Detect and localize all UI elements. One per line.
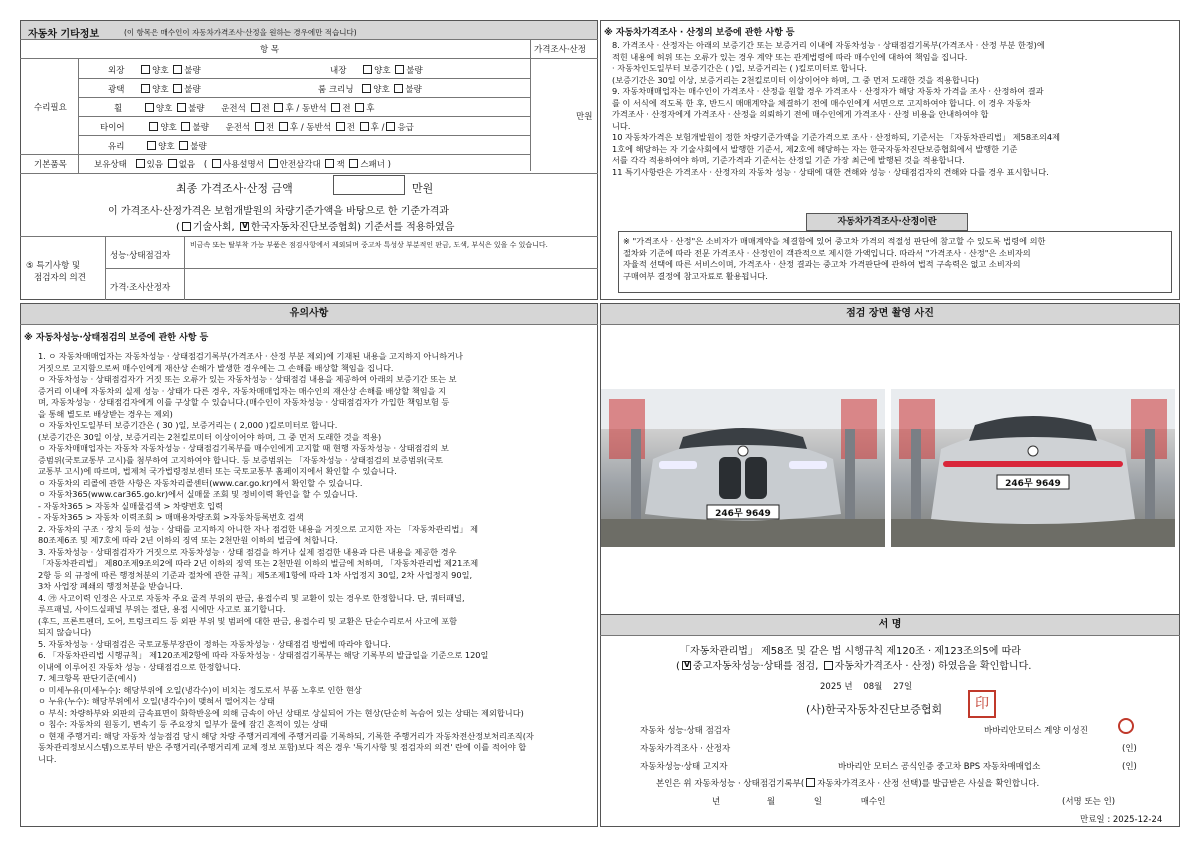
wheel-row: 휠 양호 불량 운전석 전 후 / 동반석 전 후: [114, 104, 375, 114]
price-warranty-title: ※ 자동차가격조사 · 산정의 보증에 관한 사항 등: [604, 28, 795, 38]
price-inspector-label: 가격·조사산정자: [110, 283, 171, 293]
text-line: 11 특기사항란은 가격조사 · 산정자의 자동차 성능 · 상태에 대한 견해와 성능 · 상태점검자의 견해와 다를 경우 표시합니다.: [612, 166, 1049, 177]
date-day: 27일: [893, 682, 913, 692]
text-line: (후드, 프론트펜더, 도어, 트렁크리드 등 외판 부위 및 범퍼에 대한 판금, 용접수리 및 교환은 단순수리로서 사고에 포함: [38, 615, 458, 626]
text-line: 1호에 해당하는 자 기술사회에서 발행한 기준서, 제2호에 해당하는 자는 한국자동차진단보증협회에서 발행한 기준: [612, 143, 1018, 154]
triangle-checkbox[interactable]: [269, 159, 278, 168]
kadwa-label: 한국자동차진단보증협회) 기준서를 적용하였음: [250, 222, 455, 233]
rear-car-illustration: [891, 389, 1175, 547]
perf-inspector-label: 성능·상태점검자: [110, 251, 171, 261]
price-unit-label: 만원: [576, 112, 593, 122]
price-definition-title: 자동차가격조사·산정이란: [806, 213, 968, 231]
tire-passenger-front-checkbox[interactable]: [336, 122, 345, 131]
text-line: 2. 자동차의 구조 · 장치 등의 성능 · 상태를 고지하지 아니한 자나 점검한 내용을 거짓으로 고지한 자는 「자동차관리법」 제: [38, 523, 479, 534]
text-line: ㅇ 자동차성능 · 상태점검자가 거짓 또는 오류가 있는 자동차성능 · 상태점검 내용을 제공하여 아래의 보증기간 또는 보: [38, 374, 457, 384]
perf-inspector-opinion: 비금속 또는 탈부착 가능 부품은 점검사항에서 제외되며 중고차 특성상 부분적인 판금, 도색, 부식은 있을 수 있습니다.: [190, 241, 548, 249]
rear-label: 후: [366, 104, 375, 114]
opt-label: 양호: [160, 123, 177, 133]
front-label: 전: [342, 104, 351, 114]
text-line: 80조제6조 및 제7호에 따라 2년 이하의 징역 또는 2천만원 이하의 벌금에 처합니다.: [38, 535, 338, 545]
jack-label: 잭: [336, 160, 345, 170]
driver-label: 운전석: [225, 123, 251, 133]
opt-label: 불량: [184, 66, 201, 76]
sign-month: 월: [766, 797, 776, 807]
inspector-label: 자동차 성능·상태 점검자: [640, 726, 731, 736]
other-info-title: 자동차 기타정보: [28, 29, 100, 40]
basic-items-label: 기본품목: [34, 160, 67, 170]
association-name: (사)한국자동차진단보증협회: [806, 703, 943, 716]
text-line: ㅇ 미세누유(미세누수): 해당부위에 오일(냉각수)이 비치는 정도로서 부품 노후로 인한 현상: [38, 684, 362, 695]
caution-title: ※ 자동차성능·상태점검의 보증에 관한 사항 등: [24, 333, 209, 343]
wheel-good-checkbox[interactable]: [145, 103, 154, 112]
driver-label: 운전석: [221, 104, 246, 114]
opt-label: 양호: [374, 66, 391, 76]
front-license-plate: 246무 9649: [715, 509, 771, 519]
text-line: 2항 등 의 규정에 따른 행정처분의 기준과 절차에 관한 규칙」제5조제1항에 따라 1차 사업정지 30일, 2차 사업정지 90일,: [38, 569, 473, 580]
tire-driver-rear-checkbox[interactable]: [279, 122, 288, 131]
text-line: (보증기간은 30일 이상, 보증거리는 2천킬로미터 이상이어야 하며, 그 중 먼저 도래한 것을 적용합니다): [612, 74, 979, 85]
price-check-checkbox[interactable]: [824, 661, 833, 670]
passenger-label: 동반석: [301, 104, 327, 114]
opt-label: 불량: [405, 85, 422, 95]
text-line: ㅇ 자동차매매업자는 자동차 자동차성능 · 상태점검기록부를 매수인에게 고지할 때 현행 자동차성능 · 상태점검의 보: [38, 443, 449, 453]
interior-good-checkbox[interactable]: [363, 65, 372, 74]
interior-bad-checkbox[interactable]: [395, 65, 404, 74]
wheel-passenger-rear-checkbox[interactable]: [355, 103, 364, 112]
notifier-label: 자동차성능·상태 고지자: [640, 762, 728, 772]
text-line: · 자동차인도일부터 보증기간은 ( )일, 보증거리는 ( )킬로미터로 합니다.: [612, 63, 867, 73]
emergency-label: 응급: [397, 123, 414, 133]
performance-check-checkbox[interactable]: [682, 661, 691, 670]
basis-line-2: ( 기술사회, V 한국자동차진단보증협회) 기준서를 적용하였음: [176, 218, 454, 233]
spanner-label: 스패너: [360, 160, 385, 170]
expiry-date: 만료일 : 2025-12-24: [1080, 815, 1163, 825]
room-clean-label: 룸 크리닝: [318, 85, 354, 95]
price-warranty-text: [612, 40, 1176, 178]
buyer-sign-field[interactable]: (서명 또는 인): [1062, 797, 1116, 807]
text-line: ㅇ 자동차의 리콜에 관한 사항은 자동차리콜센터(www.car.go.kr)에서 확인할 수 있습니다.: [38, 477, 363, 488]
text-line: 교통부 고시)에 따르며, 법제처 국가법령정보센터 또는 국토교통부 홈페이지에서 확인할 수 있습니다.: [38, 466, 397, 476]
tire-bad-checkbox[interactable]: [181, 122, 190, 131]
receipt-text-a: 본인은 위 자동차성능 · 상태점검기록부(: [656, 779, 805, 789]
text-line: 9. 자동차매매업자는 매수인이 가격조사 · 산정을 원할 경우 가격조사 · 산정자가 해당 자동차 가격을 조사 · 산정하여 결과: [612, 86, 1044, 96]
photo-header: 점검 장면 촬영 사진: [601, 304, 1179, 324]
kadwa-checkbox[interactable]: [240, 222, 249, 231]
text-line: 5. 자동차성능 · 상태점검은 국토교통부장관이 정하는 자동차성능 · 상태점검 방법에 따라야 합니다.: [38, 638, 391, 649]
possession-row: 보유상태 있음 없음 ( 사용설명서 안전삼각대 잭 스패너 ): [94, 160, 391, 170]
opt-label: 양호: [155, 104, 173, 114]
opt-label: 불량: [190, 142, 207, 152]
gloss-bad-checkbox[interactable]: [173, 84, 182, 93]
price-assessor-in: (인): [1122, 744, 1137, 754]
opt-label: 양호: [158, 142, 175, 152]
exterior-good-checkbox[interactable]: [141, 65, 150, 74]
text-line: 적힌 내용에 허위 또는 오류가 있는 경우 계약 또는 관계법령에 따라 매수인에 대하여 책임을 집니다.: [612, 51, 968, 62]
repair-needed-label: 수리필요: [34, 103, 67, 113]
front-car-illustration: [601, 389, 885, 547]
caution-header: 유의사항: [21, 304, 597, 324]
interior-label: 내장: [330, 66, 347, 76]
rear-label: 후: [285, 104, 294, 114]
receipt-price-checkbox[interactable]: [806, 778, 815, 787]
text-line: ㅇ 누유(누수): 해당부위에서 오일(냉각수)이 맺혀서 떨어지는 상태: [38, 696, 275, 706]
col-price-header: 가격조사·산정: [534, 45, 586, 55]
triangle-label: 안전삼각대: [279, 160, 321, 170]
text-line: 1. ㅇ 자동차매매업자는 자동차성능 · 상태점검기록부(가격조사 · 산정 부분 제외)에 기재된 내용을 고지하지 아니하거나: [38, 351, 463, 361]
final-amount-label: 최종 가격조사·산정 금액: [176, 182, 293, 195]
front-label: 전: [265, 123, 275, 133]
final-amount-unit: 만원: [412, 182, 434, 195]
tire-passenger-rear-checkbox[interactable]: [360, 122, 369, 131]
room-clean-row: [318, 83, 422, 95]
text-line: 7. 체크항목 판단기준(예시): [38, 673, 137, 683]
issue-date: [820, 680, 912, 692]
tire-emergency-checkbox[interactable]: [386, 122, 395, 131]
manual-checkbox[interactable]: [212, 159, 221, 168]
text-line: 을 통해 별도로 배상받는 경우는 제외): [38, 408, 173, 419]
text-line: 10 자동차가격은 보험개발원이 정한 차량기준가액을 기준가격으로 조사 · 산정하되, 기준서는 「자동차관리법」 제58조의4제: [612, 132, 1060, 142]
glass-row: [108, 140, 207, 152]
have-label: 있음: [146, 160, 163, 170]
opt-label: 불량: [406, 66, 423, 76]
text-line: ㅇ 부식: 차량하부와 외판의 금속표면이 화학반응에 의해 금속이 아닌 상태로 상실되어 가는 현상(단순히 녹슴어 있는 상태는 제외합니다): [38, 707, 524, 718]
rear-label: 후: [370, 123, 379, 133]
text-line: 를 이 서식에 적도록 한 후, 반드시 매매계약을 체결하기 전에 매수인에게 서면으로 고지하여야 합니다. 이 경우 자동차: [612, 97, 1031, 108]
text-line: 니다.: [612, 120, 631, 131]
sign-year: 년: [712, 797, 721, 807]
performance-check-label: 중고자동차성능·상태를 점검,: [692, 661, 819, 672]
rear-car-photo: [891, 389, 1175, 547]
room-clean-bad-checkbox[interactable]: [394, 84, 403, 93]
interior-row: [330, 64, 423, 76]
opt-label: 양호: [152, 85, 169, 95]
possession-none-checkbox[interactable]: [168, 159, 177, 168]
price-definition-box: [618, 231, 1172, 293]
front-label: 전: [261, 104, 270, 114]
col-item-header: 항 목: [260, 45, 280, 55]
text-line: 「자동차관리법」 제80조제9조의2에 따라 2년 이하의 징역 또는 2천만원 이하의 벌금에 처하며, 「자동차관리법 제21조제: [38, 558, 479, 568]
text-line: 구매여부 결정에 참고자료로 활용됩니다.: [623, 270, 768, 281]
inspector-seal: [1118, 718, 1134, 734]
receipt-line: [656, 777, 1039, 789]
gloss-row: [108, 83, 201, 95]
text-line: 되지 않습니다): [38, 627, 92, 637]
final-amount-input[interactable]: [333, 175, 405, 195]
opt-label: 양호: [373, 85, 390, 95]
receipt-text-b: 자동차가격조사 · 산정 선택)를 발급받은 사실을 확인합니다.: [817, 779, 1040, 789]
buyer-label: 매수인: [860, 797, 886, 807]
wheel-bad-checkbox[interactable]: [177, 103, 186, 112]
text-line: 가격조사 · 산정자에게 가격조사 · 산정을 의뢰하기 전에 매수인에게 가격조사 · 산정 비용을 안내하여야 합: [612, 109, 989, 119]
text-line: 동차관리정보시스템)으로부터 받은 주행거리(주행거리계 교체 정보 포함)보다 적은 경우 '특기사항 및 점검자의 의견' 란에 이를 적어야 합: [38, 742, 527, 752]
caution-text: [38, 351, 594, 765]
opt-label: 불량: [184, 85, 201, 95]
exterior-bad-checkbox[interactable]: [173, 65, 182, 74]
special-label-1: ⑤ 특기사항 및: [26, 261, 81, 271]
possession-have-checkbox[interactable]: [136, 159, 145, 168]
other-info-note: (이 항목은 매수인이 자동차가격조사·산정을 원하는 경우에만 적습니다): [124, 28, 357, 37]
glass-bad-checkbox[interactable]: [179, 141, 188, 150]
sign-day: 일: [813, 797, 823, 807]
text-line: 3차 사업장 폐쇄의 행정처분을 받습니다.: [38, 581, 183, 591]
date-month: 08월: [863, 682, 883, 692]
jack-checkbox[interactable]: [325, 159, 334, 168]
text-line: 증거리 이내에 자동차의 실제 성능 · 상태가 다른 경우, 자동차매매업자는 매수인의 재산상 손해를 배상할 책임을 지: [38, 385, 447, 396]
passenger-label: 동반석: [306, 123, 332, 133]
tire-driver-front-checkbox[interactable]: [255, 122, 264, 131]
price-check-label: 자동차가격조사 · 산정) 하였음을 확인합니다.: [834, 661, 1032, 672]
seal-text: 印: [975, 696, 989, 712]
rear-license-plate: 246무 9649: [1005, 479, 1061, 489]
date-year: 2025 년: [820, 682, 853, 692]
manual-label: 사용설명서: [222, 160, 264, 170]
text-line: - 자동차365 > 자동차 실매물검색 > 차량번호 입력: [38, 500, 223, 511]
text-line: 3. 자동차성능 · 상태점검자가 거짓으로 자동차성능 · 상태 점검을 하거나 실제 점검한 내용과 다른 내용을 제공한 경우: [38, 546, 457, 557]
law-line: 「자동차관리법」 제58조 및 같은 법 시행규칙 제120조 · 제123조의5에 따라: [680, 646, 1021, 657]
glass-label: 유리: [108, 142, 125, 152]
glass-good-checkbox[interactable]: [147, 141, 156, 150]
text-line: ㅇ 자동차인도일부터 보증기간은 ( 30 )일, 보증거리는 ( 2,000 )킬로미터로 합니다.: [38, 420, 338, 430]
wheel-driver-rear-checkbox[interactable]: [274, 103, 283, 112]
notifier-name: 바바리안 모터스 공식인증 중고차 BPS 자동차매매업소: [838, 762, 1041, 772]
tire-label: 타이어: [100, 123, 125, 133]
room-clean-good-checkbox[interactable]: [362, 84, 371, 93]
wheel-label: 휠: [114, 104, 123, 114]
text-line: 루프패널, 사이드실패널 부위는 절단, 용접 시에만 사고로 표기합니다.: [38, 604, 286, 614]
text-line: 절차와 기준에 따라 전문 가격조사 · 산정인이 객관적으로 제시한 가액입니다. 따라서 "가격조사 · 산정"은 소비자의: [623, 247, 1031, 258]
wheel-passenger-front-checkbox[interactable]: [331, 103, 340, 112]
buyer-sign-line: [712, 795, 885, 807]
text-line: 4. ㉮ 사고이력 인정은 사고로 자동차 주요 골격 부위의 판금, 용접수리 및 교환이 있는 경우로 한정합니다. 단, 쿼터패널,: [38, 592, 465, 603]
opt-label: 불량: [188, 104, 205, 114]
gloss-good-checkbox[interactable]: [141, 84, 150, 93]
special-label-2: 점검자의 의견: [34, 273, 86, 283]
text-line: - 자동차365 > 자동차 이력조회 > 매매용차량조회 >자동차등록번호 검색: [38, 512, 304, 522]
notifier-in: (인): [1122, 762, 1137, 772]
text-line: 서를 각각 적용하여야 하며, 기준가격과 기준서는 산정일 기준 가장 최근에 발행된 것을 적용합니다.: [612, 155, 965, 165]
none-label: 없음: [178, 160, 196, 170]
rear-label: 후: [289, 123, 299, 133]
confirm-line: (V 중고자동차성능·상태를 점검, 자동차가격조사 · 산정) 하였음을 확인합니다.: [676, 657, 1031, 672]
exterior-row: [108, 64, 201, 76]
text-line: 자율적 선택에 따른 서비스이며, 가격조사 · 산정 결과는 중고차 가격판단에 관하여 법적 구속력은 없고 소비자의: [623, 259, 1021, 269]
text-line: ※ "가격조사 · 산정"은 소비자가 매매계약을 체결함에 있어 중고차 가격의 적절성 판단에 참고할 수 있도록 법령에 의한: [623, 236, 1046, 246]
engineer-society-label: 기술사회,: [192, 222, 235, 233]
text-line: 며, 자동차성능 · 상태점검자에게 이를 구상할 수 있습니다.(매수인이 자동차성능 · 상태점검자가 가입한 책임보험 등: [38, 397, 450, 407]
spanner-checkbox[interactable]: [349, 159, 358, 168]
opt-label: 양호: [152, 66, 169, 76]
engineer-society-checkbox[interactable]: [182, 222, 191, 231]
possession-label: 보유상태: [94, 160, 127, 170]
signature-header: 서 명: [601, 615, 1179, 635]
text-line: ㅇ 침수: 자동차의 원동기, 변속기 등 주요장치 일부가 물에 잠긴 흔적이 있는 상태: [38, 719, 328, 729]
front-label: 전: [346, 123, 355, 133]
wheel-driver-front-checkbox[interactable]: [251, 103, 260, 112]
price-assessor-label: 자동차가격조사 · 산정자: [640, 744, 731, 754]
text-line: 6. 「자동차관리법 시행규칙」 제120조제2항에 따라 자동차성능 · 상태점검기록부는 해당 기록부의 발급일을 기준으로 120일: [38, 650, 489, 660]
text-line: (보증기간은 30일 이상, 보증거리는 2천킬로미터 이상이어야 하며, 그 중 먼저 도래한 것을 적용): [38, 431, 382, 442]
text-line: 증범위(국토교통부 고시)를 첨부하여 고지하여야 합니다. 등 보증범위는 「자동차성능 · 상태점검의 보증범위(국토: [38, 454, 443, 465]
basis-line-1: 이 가격조사·산정가격은 보험개발원의 차량기준가액을 바탕으로 한 기준가격과: [108, 206, 450, 217]
gloss-label: 광택: [108, 85, 125, 95]
tire-good-checkbox[interactable]: [149, 122, 158, 131]
opt-label: 불량: [192, 123, 209, 133]
exterior-label: 외장: [108, 66, 125, 76]
association-seal: [968, 690, 996, 718]
tire-row: 타이어 양호 불량 운전석 전 후 / 동반석 전 후 / 응급: [100, 123, 414, 133]
text-line: ㅇ 자동차365(www.car365.go.kr)에서 실매물 조회 및 정비이력 확인을 할 수 있습니다.: [38, 489, 358, 499]
text-line: 이내에 이루어진 자동차 성능 · 상태점검으로 한정합니다.: [38, 661, 241, 672]
text-line: 8. 가격조사 · 산정자는 아래의 보증기간 또는 보증거리 이내에 자동차성능 · 상태점검기록부(가격조사 · 산정 부분 한정)에: [612, 40, 1045, 50]
text-line: ㅇ 현재 주행거리: 해당 자동차 성능점검 당시 해당 차량 주행거리계에 주행거리를 기록하되, 기록한 주행거리가 자동차전산정보처리조직(자: [38, 730, 534, 741]
front-car-photo: [601, 389, 885, 547]
text-line: 거짓으로 고지함으로써 매수인에게 재산상 손해가 발생한 경우에는 그 손해를 배상할 책임을 집니다.: [38, 362, 394, 373]
text-line: 니다.: [38, 753, 57, 764]
inspector-name: 바바리안모터스 계양 이성진: [984, 726, 1088, 736]
